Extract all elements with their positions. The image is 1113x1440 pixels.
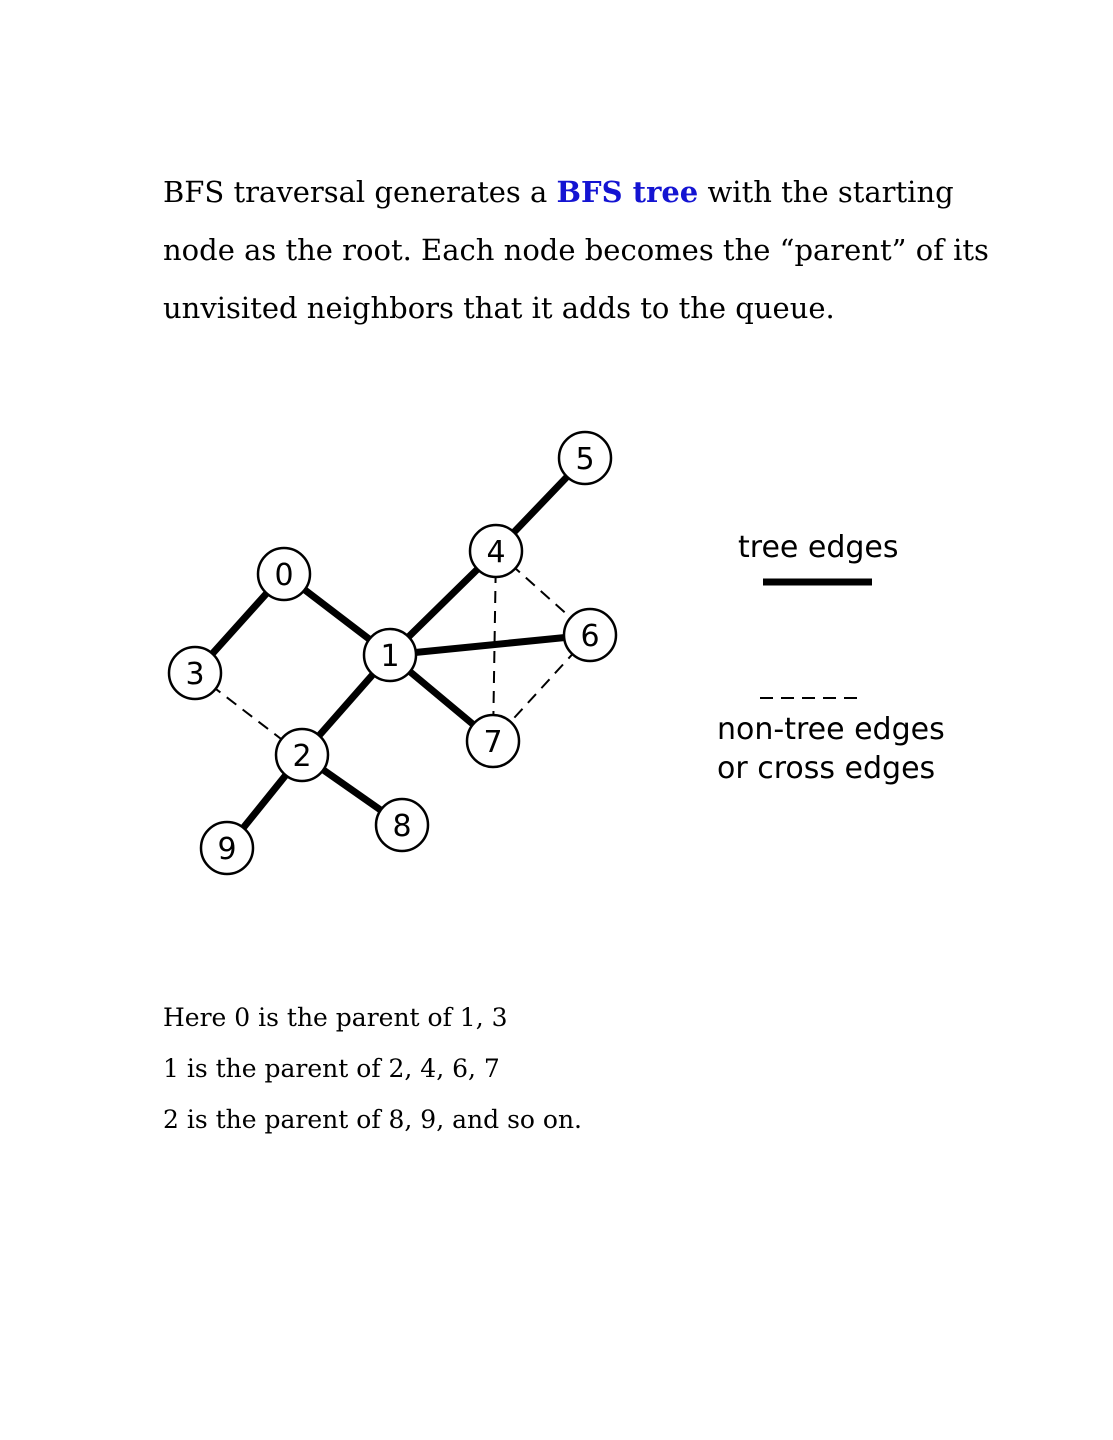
node-label-7: 7 — [483, 725, 503, 760]
tree-edge-1-6 — [390, 635, 590, 655]
node-label-6: 6 — [580, 619, 600, 654]
legend-nontree-label-2: or cross edges — [717, 751, 936, 786]
node-label-4: 4 — [486, 535, 506, 570]
legend-tree-label: tree edges — [738, 530, 899, 565]
legend-nontree-label-1: non-tree edges — [717, 712, 945, 747]
graph-node-6 — [564, 609, 616, 661]
node-label-0: 0 — [274, 558, 294, 593]
intro-text-2: with the starting — [698, 175, 954, 209]
graph-node-2 — [276, 729, 328, 781]
note-line-1: Here 0 is the parent of 1, 3 — [163, 1003, 508, 1032]
node-label-9: 9 — [217, 832, 237, 867]
note-line-3: 2 is the parent of 8, 9, and so on. — [163, 1105, 582, 1134]
node-label-5: 5 — [575, 442, 595, 477]
node-label-2: 2 — [292, 739, 312, 774]
graph-node-9 — [201, 822, 253, 874]
intro-line-3: unvisited neighbors that it adds to the queue. — [163, 291, 835, 325]
bfs-tree-highlight: BFS tree — [556, 175, 699, 209]
node-label-3: 3 — [185, 657, 205, 692]
graph-node-7 — [467, 715, 519, 767]
graph-node-8 — [376, 799, 428, 851]
node-label-8: 8 — [392, 809, 412, 844]
node-label-1: 1 — [380, 639, 400, 674]
intro-line-2: node as the root. Each node becomes the “parent” of its — [163, 233, 989, 267]
note-line-2: 1 is the parent of 2, 4, 6, 7 — [163, 1054, 500, 1083]
graph-node-4 — [470, 525, 522, 577]
notes — [163, 992, 963, 1145]
graph-node-0 — [258, 548, 310, 600]
graph-node-5 — [559, 432, 611, 484]
legend — [717, 530, 945, 786]
intro-text-1: BFS traversal generates a — [163, 175, 557, 209]
graph-node-1 — [364, 629, 416, 681]
graph-node-3 — [169, 647, 221, 699]
